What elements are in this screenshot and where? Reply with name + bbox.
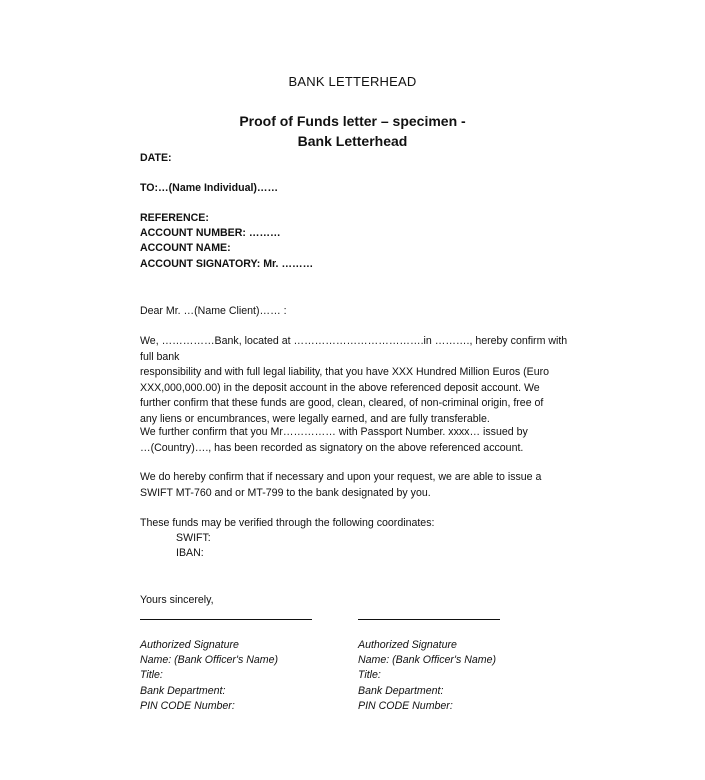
- paragraph-line: responsibility and with full legal liability, that you have XXX Hundred Million Euros (Euro: [140, 366, 550, 378]
- paragraph-line: We further confirm that you Mr…………… with Passport Number. xxxx… issued by: [140, 426, 528, 438]
- bank-department-label: Bank Department:: [140, 684, 226, 697]
- paragraph-line: We do hereby confirm that if necessary and upon your request, we are able to issue a: [140, 471, 542, 483]
- paragraph-line: XXX,000,000.00) in the deposit account in the above referenced deposit account. We: [140, 381, 540, 394]
- to-line: TO:…(Name Individual)……: [140, 182, 279, 194]
- pin-code-label: PIN CODE Number:: [140, 699, 235, 712]
- date-label: DATE:: [140, 152, 172, 164]
- paragraph-line: We, ……………Bank, located at ……………………………….in ………., hereby confirm with full bank: [140, 335, 568, 363]
- title-line-2: Bank Letterhead: [297, 133, 408, 149]
- account-signatory: ACCOUNT SIGNATORY: Mr. ………: [140, 258, 314, 270]
- signature-line-right: [358, 619, 500, 620]
- authorized-signature-label: Authorized Signature: [140, 639, 239, 651]
- bank-department-label: Bank Department:: [358, 684, 444, 697]
- paragraph-swift: [140, 470, 580, 501]
- paragraph-line: SWIFT MT-760 and or MT-799 to the bank designated by you.: [140, 486, 431, 499]
- paragraph-line: …(Country)…., has been recorded as signatory on the above referenced account.: [140, 441, 524, 454]
- swift-label: SWIFT:: [176, 532, 211, 544]
- paragraph-signatory: [140, 425, 580, 456]
- verify-line: These funds may be verified through the following coordinates:: [140, 517, 435, 529]
- paragraph-line: further confirm that these funds are good, clean, cleared, of non-criminal origin, free of: [140, 397, 544, 409]
- salutation: Dear Mr. …(Name Client)…… :: [140, 305, 287, 317]
- signature-block-right: [358, 638, 496, 714]
- officer-name-label: Name: (Bank Officer's Name): [140, 654, 279, 667]
- officer-title-label: Title:: [358, 669, 381, 682]
- letterhead: BANK LETTERHEAD: [288, 74, 417, 89]
- account-number: ACCOUNT NUMBER: ………: [140, 227, 281, 239]
- closing: Yours sincerely,: [140, 594, 214, 606]
- paragraph-line: any liens or encumbrances, were legally earned, and are fully transferable.: [140, 412, 490, 425]
- reference-label: REFERENCE:: [140, 212, 209, 224]
- officer-title-label: Title:: [140, 669, 163, 682]
- pin-code-label: PIN CODE Number:: [358, 699, 453, 712]
- paragraph-funds-confirmation: [140, 334, 580, 427]
- signature-block-left: [140, 638, 278, 714]
- title-line-1: Proof of Funds letter – specimen -: [239, 113, 466, 129]
- signature-line-left: [140, 619, 312, 620]
- authorized-signature-label: Authorized Signature: [358, 639, 457, 651]
- iban-label: IBAN:: [176, 547, 204, 559]
- account-name: ACCOUNT NAME:: [140, 242, 231, 254]
- officer-name-label: Name: (Bank Officer's Name): [358, 654, 497, 667]
